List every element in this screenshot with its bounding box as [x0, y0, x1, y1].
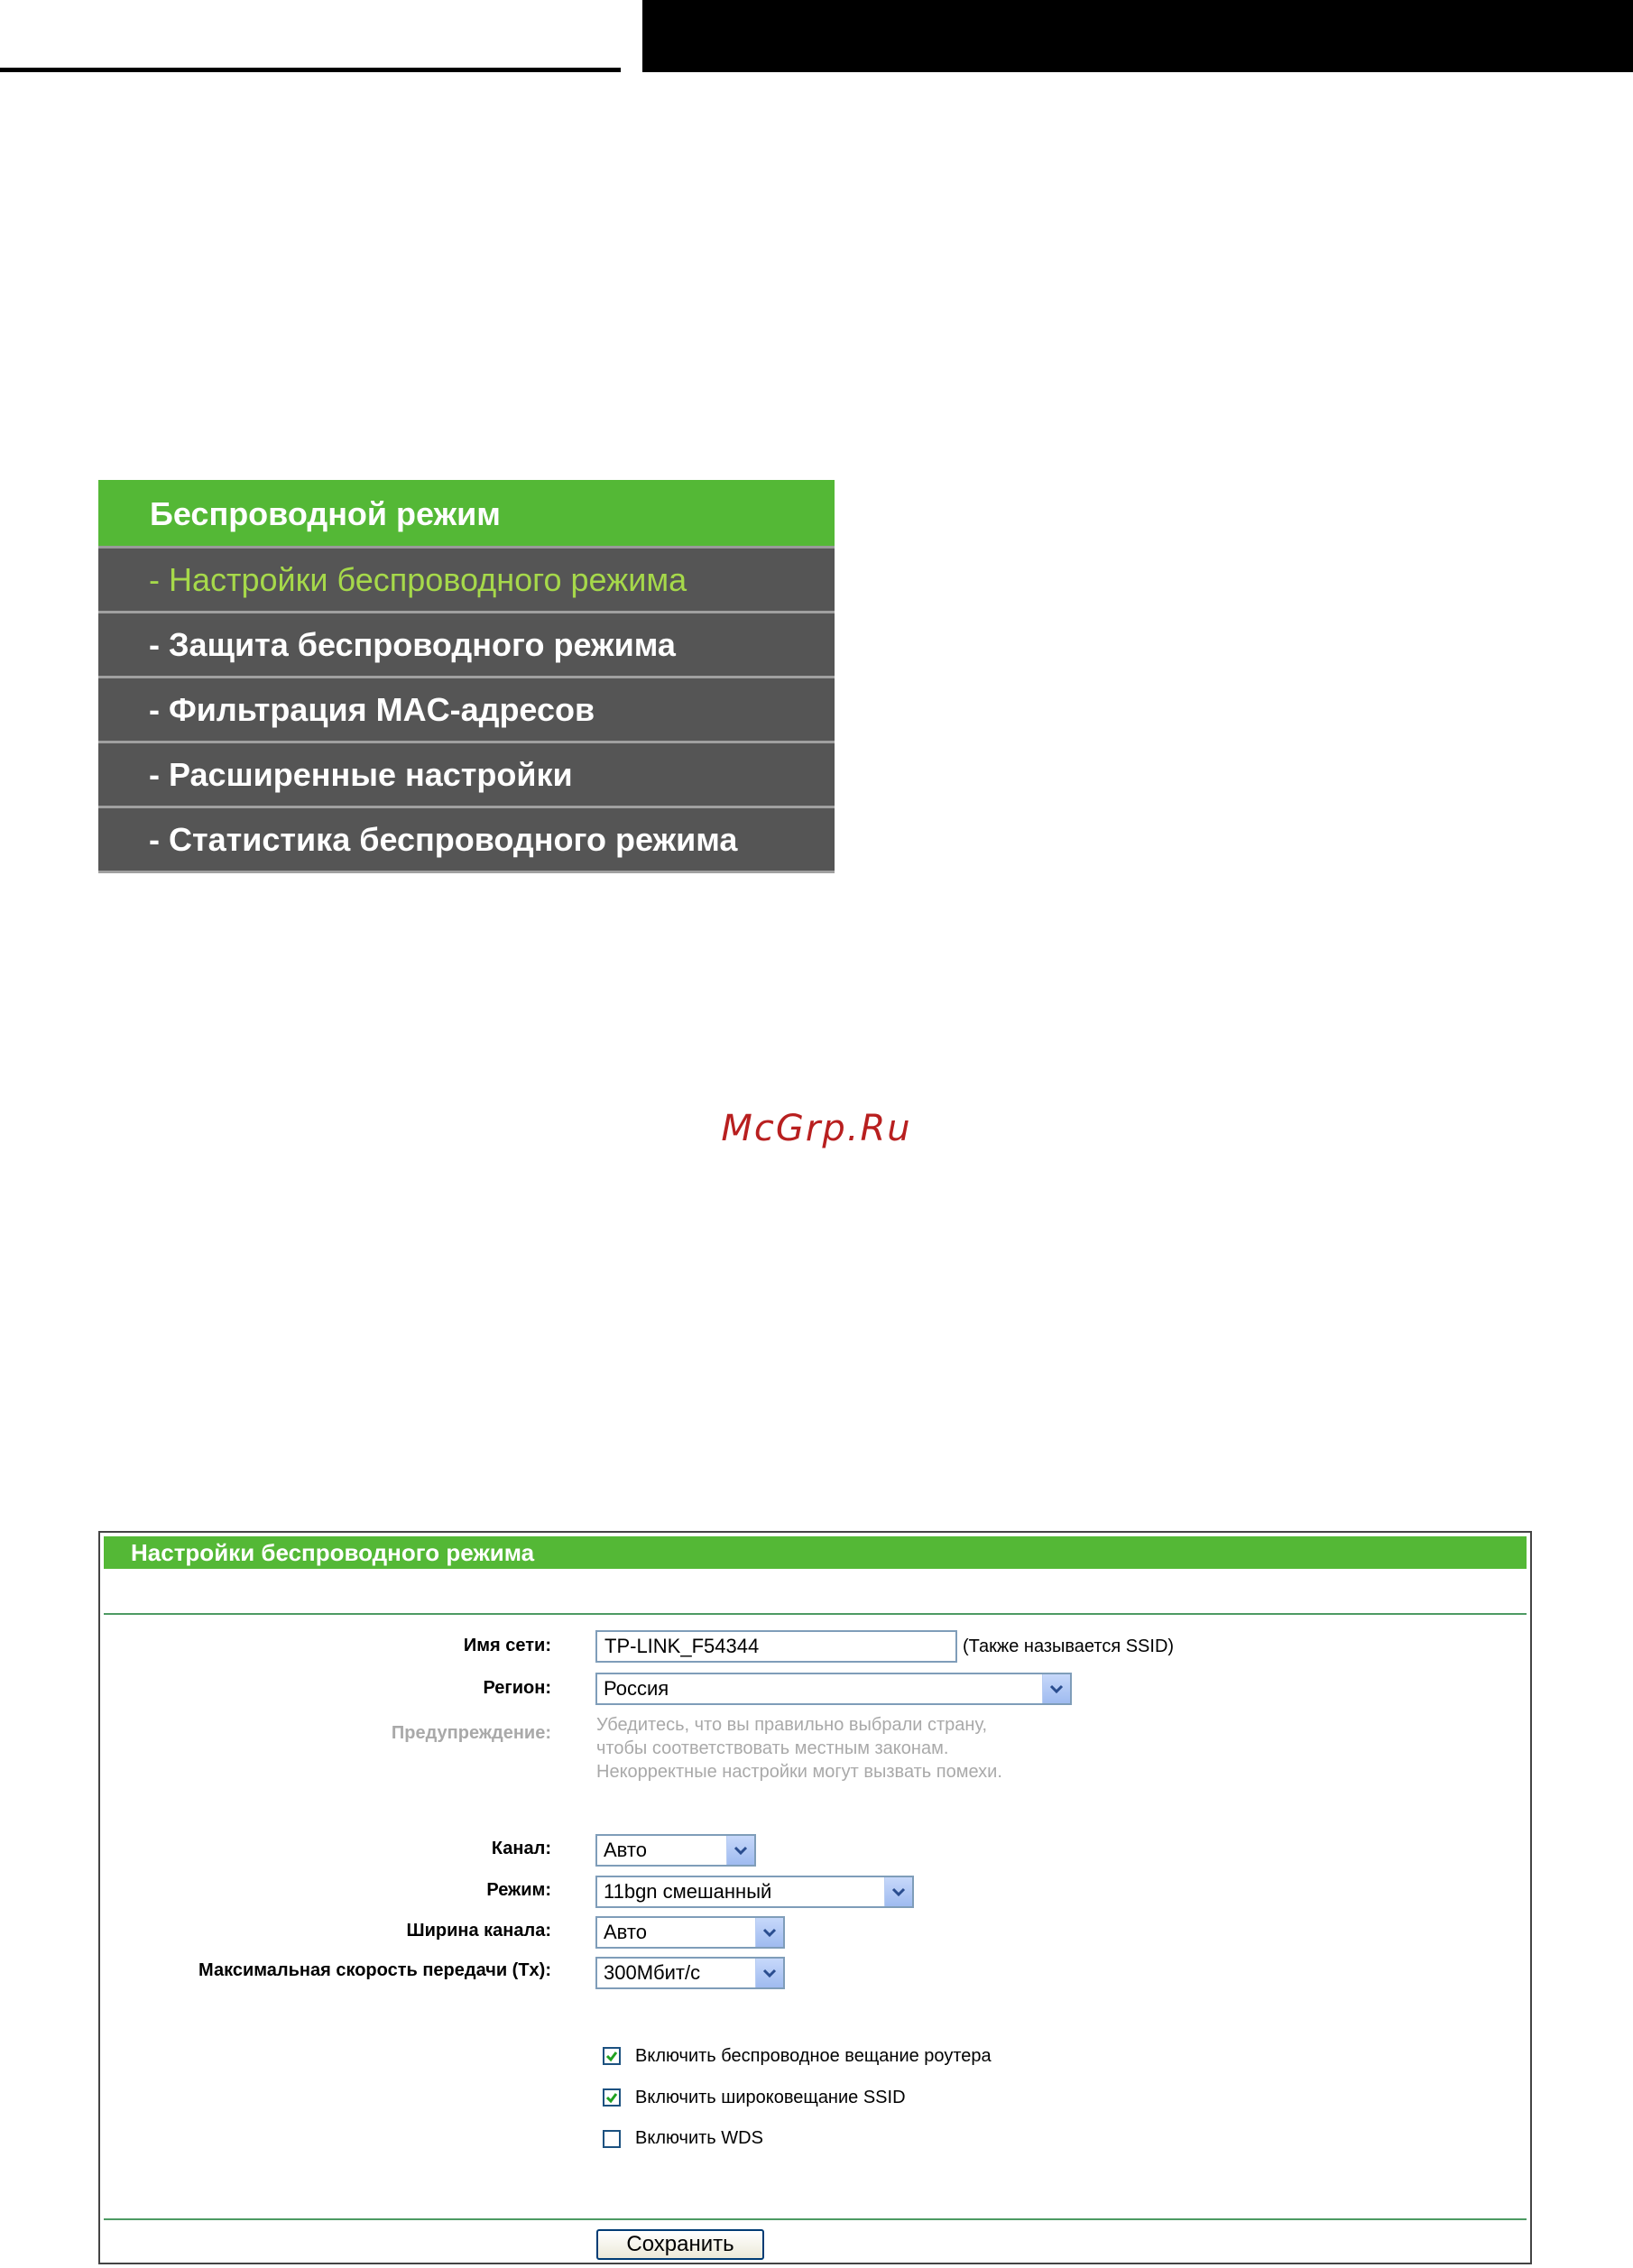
ssid-input[interactable]: TP-LINK_F54344	[595, 1630, 957, 1663]
max-tx-rate-label: Максимальная скорость передачи (Tx):	[198, 1960, 551, 1980]
channel-width-select-value: Авто	[604, 1921, 647, 1943]
warning-label: Предупреждение:	[391, 1723, 551, 1743]
checkmark-icon	[605, 2091, 618, 2104]
region-select[interactable]	[595, 1673, 1072, 1705]
enable-wds-label: Включить WDS	[635, 2128, 763, 2148]
wireless-menu	[98, 480, 835, 873]
channel-select[interactable]	[595, 1834, 756, 1867]
warning-line-1: Убедитесь, что вы правильно выбрали страну,	[596, 1715, 987, 1735]
panel-title: Настройки беспроводного режима	[104, 1536, 1527, 1569]
region-label: Регион:	[483, 1678, 551, 1698]
enable-ssid-broadcast-checkbox[interactable]	[603, 2088, 621, 2107]
ssid-hint: (Также называется SSID)	[963, 1636, 1175, 1656]
chevron-down-icon[interactable]	[755, 1959, 783, 1987]
channel-width-select[interactable]	[595, 1916, 785, 1949]
menu-item-wireless-statistics[interactable]: - Статистика беспроводного режима	[98, 808, 835, 873]
header-bar-left	[0, 0, 621, 72]
warning-line-2: чтобы соответствовать местным законам.	[596, 1738, 949, 1758]
region-select-value: Россия	[604, 1677, 669, 1700]
mode-select-value: 11bgn смешанный	[604, 1880, 772, 1903]
save-button[interactable]: Сохранить	[596, 2229, 764, 2260]
menu-header[interactable]: Беспроводной режим	[98, 480, 835, 549]
max-tx-rate-select[interactable]	[595, 1957, 785, 1989]
mode-select[interactable]	[595, 1876, 914, 1908]
menu-item-wireless-security[interactable]: - Защита беспроводного режима	[98, 613, 835, 678]
menu-item-wireless-settings[interactable]: - Настройки беспроводного режима	[98, 549, 835, 613]
header-bar-right	[642, 0, 1633, 72]
enable-wireless-radio-checkbox[interactable]	[603, 2047, 621, 2065]
chevron-down-icon[interactable]	[1042, 1674, 1070, 1703]
max-tx-rate-select-value: 300Мбит/с	[604, 1961, 701, 1984]
channel-width-label: Ширина канала:	[406, 1921, 551, 1941]
chevron-down-icon[interactable]	[755, 1918, 783, 1947]
watermark: McGrp.Ru	[721, 1108, 912, 1149]
ssid-label: Имя сети:	[463, 1636, 551, 1655]
enable-wireless-radio-label: Включить беспроводное вещание роутера	[635, 2046, 992, 2066]
divider-bottom	[104, 2218, 1527, 2220]
enable-wds-checkbox[interactable]	[603, 2130, 621, 2148]
divider-top	[104, 1613, 1527, 1615]
enable-ssid-broadcast-label: Включить широковещание SSID	[635, 2088, 906, 2107]
menu-item-mac-filtering[interactable]: - Фильтрация MAC-адресов	[98, 678, 835, 743]
chevron-down-icon[interactable]	[884, 1877, 912, 1906]
chevron-down-icon[interactable]	[726, 1836, 754, 1865]
wireless-settings-panel	[98, 1531, 1532, 2264]
channel-label: Канал:	[491, 1839, 551, 1858]
channel-select-value: Авто	[604, 1839, 647, 1861]
warning-line-3: Некорректные настройки могут вызвать помехи.	[596, 1762, 1002, 1782]
menu-item-advanced-settings[interactable]: - Расширенные настройки	[98, 743, 835, 808]
mode-label: Режим:	[486, 1880, 551, 1900]
checkmark-icon	[605, 2050, 618, 2062]
